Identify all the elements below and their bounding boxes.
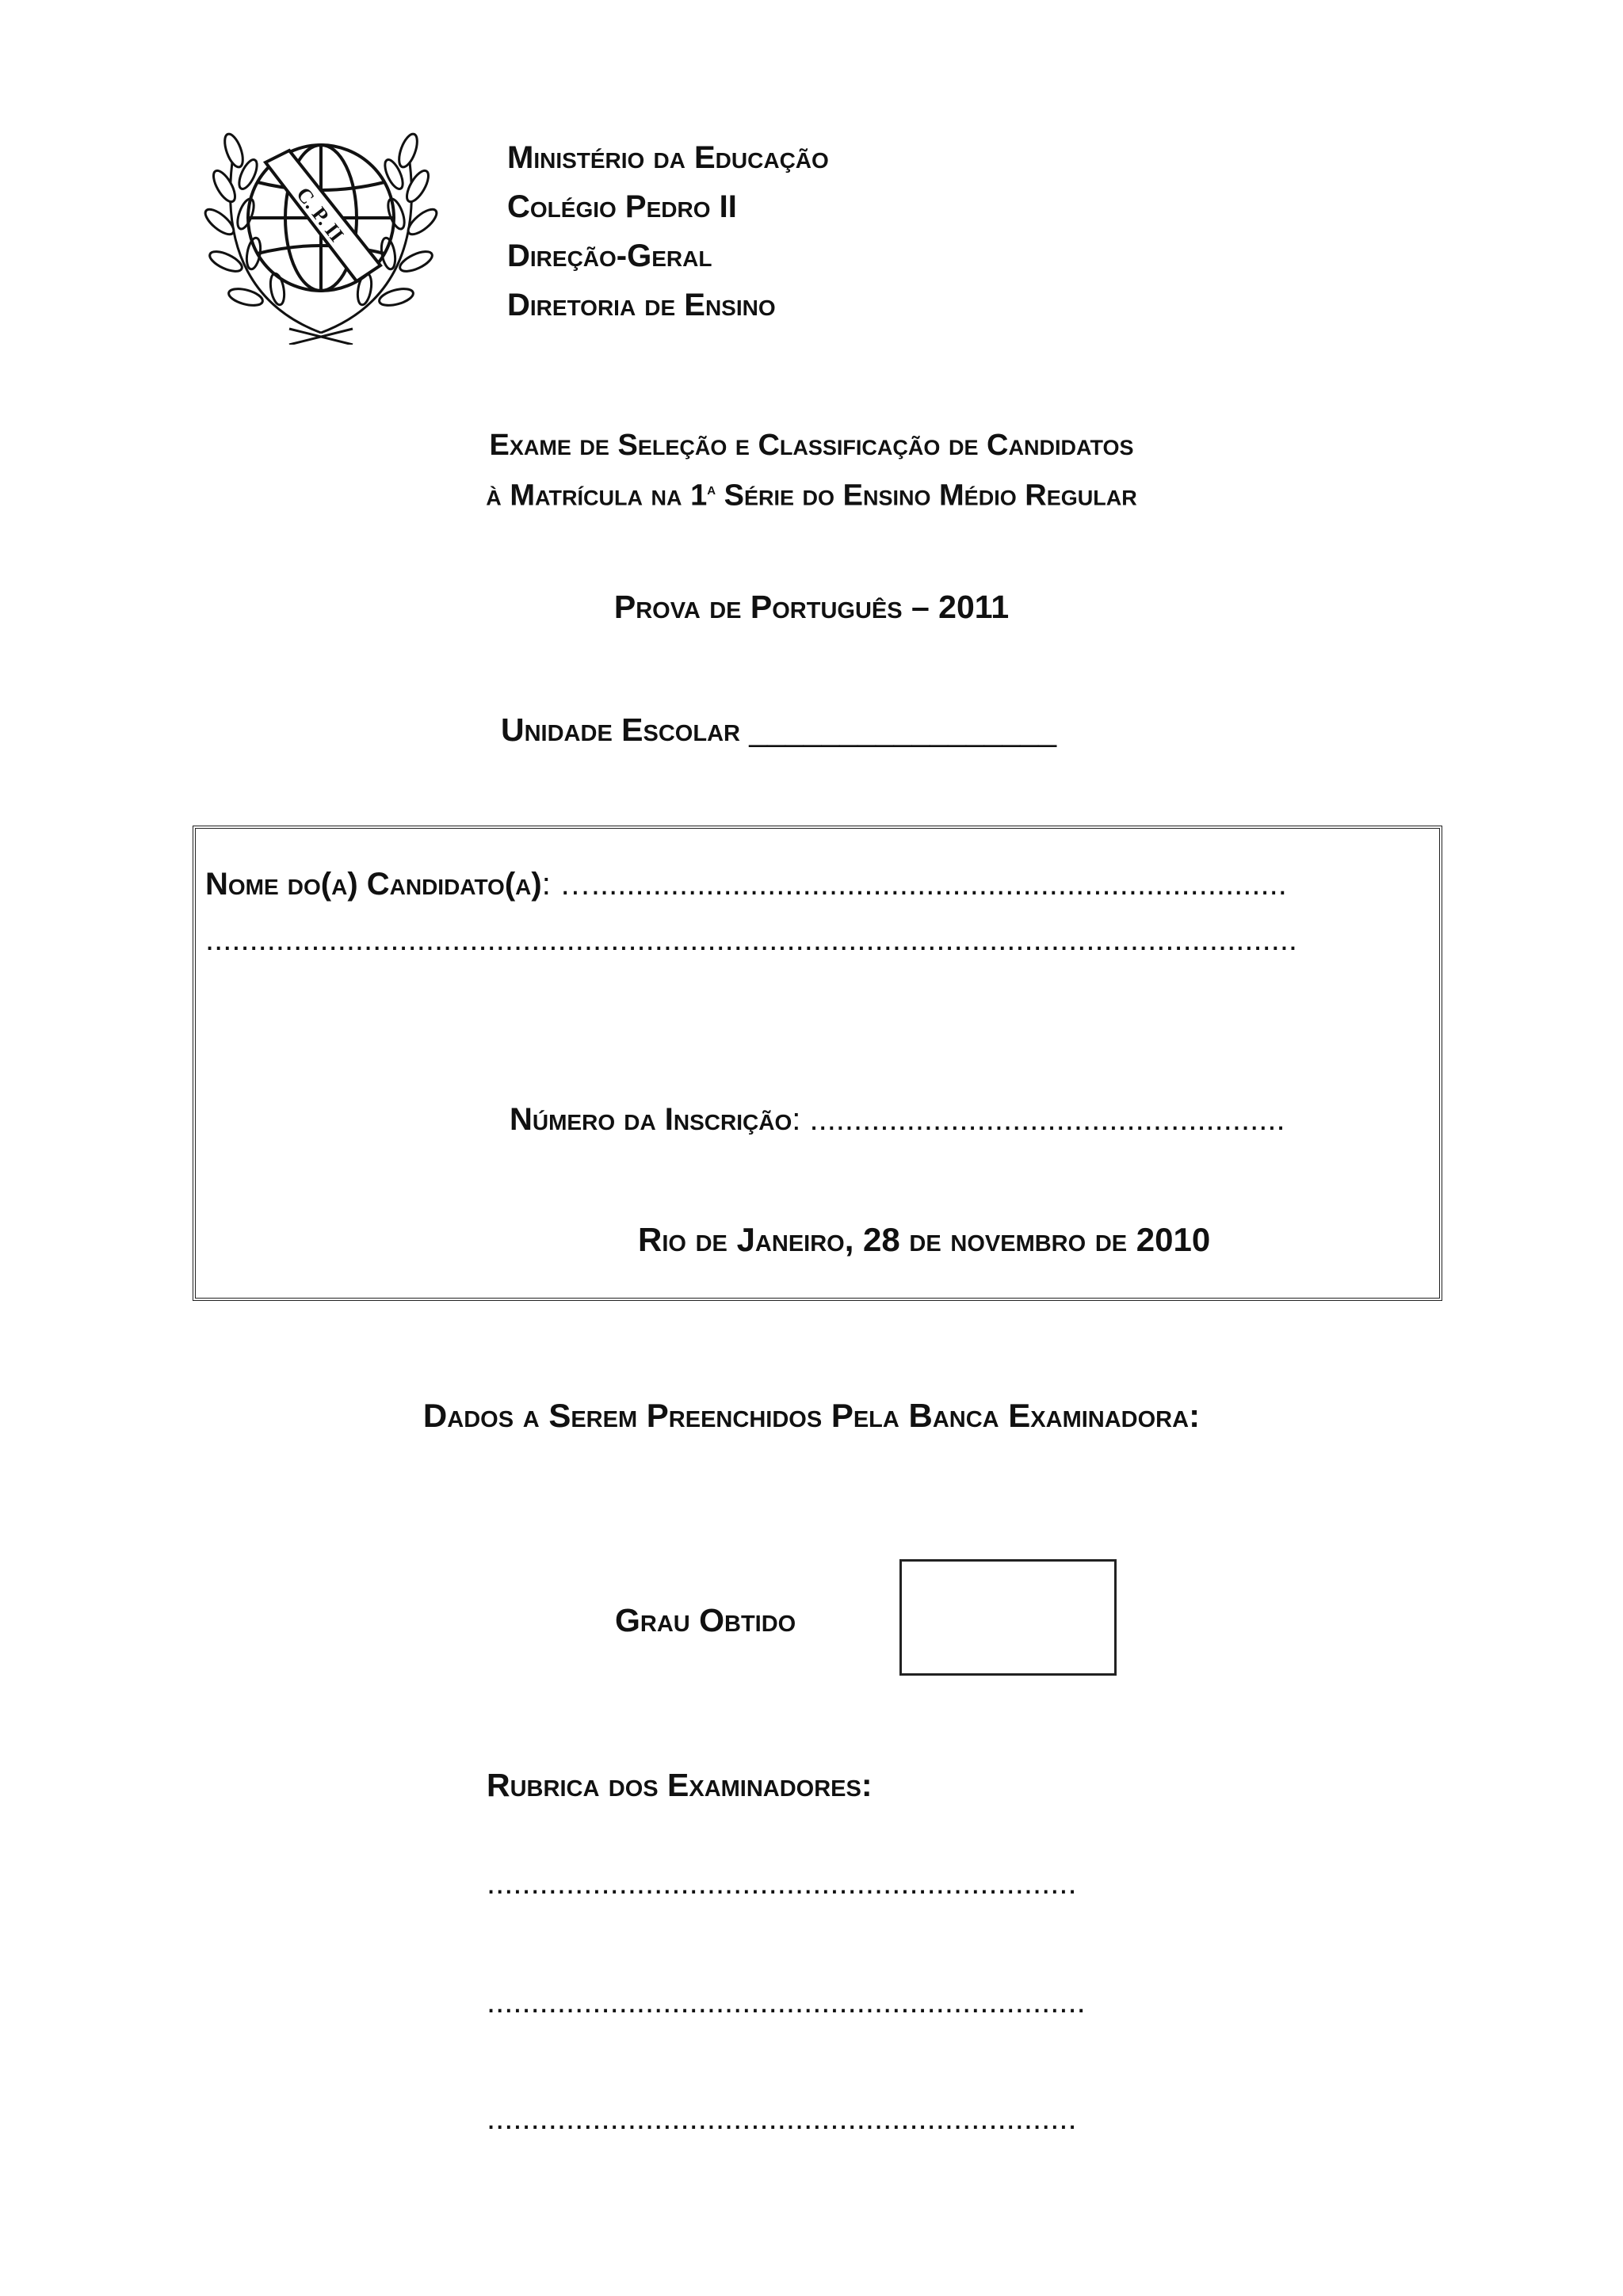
- school-unit-blank[interactable]: _________________: [749, 711, 1057, 748]
- candidate-name-row: [205, 867, 1287, 902]
- grade-box[interactable]: [899, 1559, 1117, 1676]
- rubric-label: Rubrica dos Examinadores:: [487, 1767, 873, 1803]
- inscription-dots[interactable]: : ......................................................: [792, 1102, 1285, 1137]
- school-seal-logo: [202, 119, 440, 345]
- directorate-line: Direção-Geral: [507, 238, 712, 273]
- exam-date-line: Rio de Janeiro, 28 de novembro de 2010: [638, 1221, 1211, 1258]
- ordinal-superscript: a: [707, 479, 716, 498]
- school-unit-field: [501, 711, 1056, 749]
- ministry-line: Ministério da Educação: [507, 140, 829, 175]
- school-unit-label: Unidade Escolar: [501, 711, 740, 748]
- rubric-line-2[interactable]: ....................................................................: [487, 1985, 1086, 2019]
- candidate-name-label: Nome do(a) Candidato(a): [205, 867, 542, 902]
- exam-title-line-2-pre: à Matrícula na 1: [486, 479, 708, 513]
- candidate-name-dots[interactable]: : …...............................................................................: [541, 867, 1287, 902]
- candidate-name-dots-line-2[interactable]: ............................................................................................................................: [205, 922, 1298, 957]
- exam-title-line-1: Exame de Seleção e Classificação de Candidatos: [489, 429, 1134, 462]
- inscription-row: [510, 1102, 1285, 1138]
- rubric-line-3[interactable]: ...................................................................: [487, 2101, 1077, 2136]
- institution-header: [507, 133, 829, 330]
- candidate-info-box: [193, 826, 1442, 1301]
- teaching-directorate-line: Diretoria de Ensino: [507, 288, 776, 322]
- exam-title-line-2: [0, 467, 1623, 517]
- exam-title-line-2-post: Série do Ensino Médio Regular: [716, 479, 1137, 513]
- examiner-section-heading: Dados a Serem Preenchidos Pela Banca Examinadora:: [422, 1397, 1201, 1434]
- rubric-line-1[interactable]: ...................................................................: [487, 1866, 1077, 1901]
- grade-label: Grau Obtido: [615, 1602, 796, 1638]
- school-line: Colégio Pedro II: [507, 189, 737, 224]
- exam-subject: Prova de Português – 2011: [613, 589, 1010, 625]
- inscription-label: Número da Inscrição: [510, 1102, 792, 1137]
- seal-lettering: C. P. II: [292, 182, 349, 246]
